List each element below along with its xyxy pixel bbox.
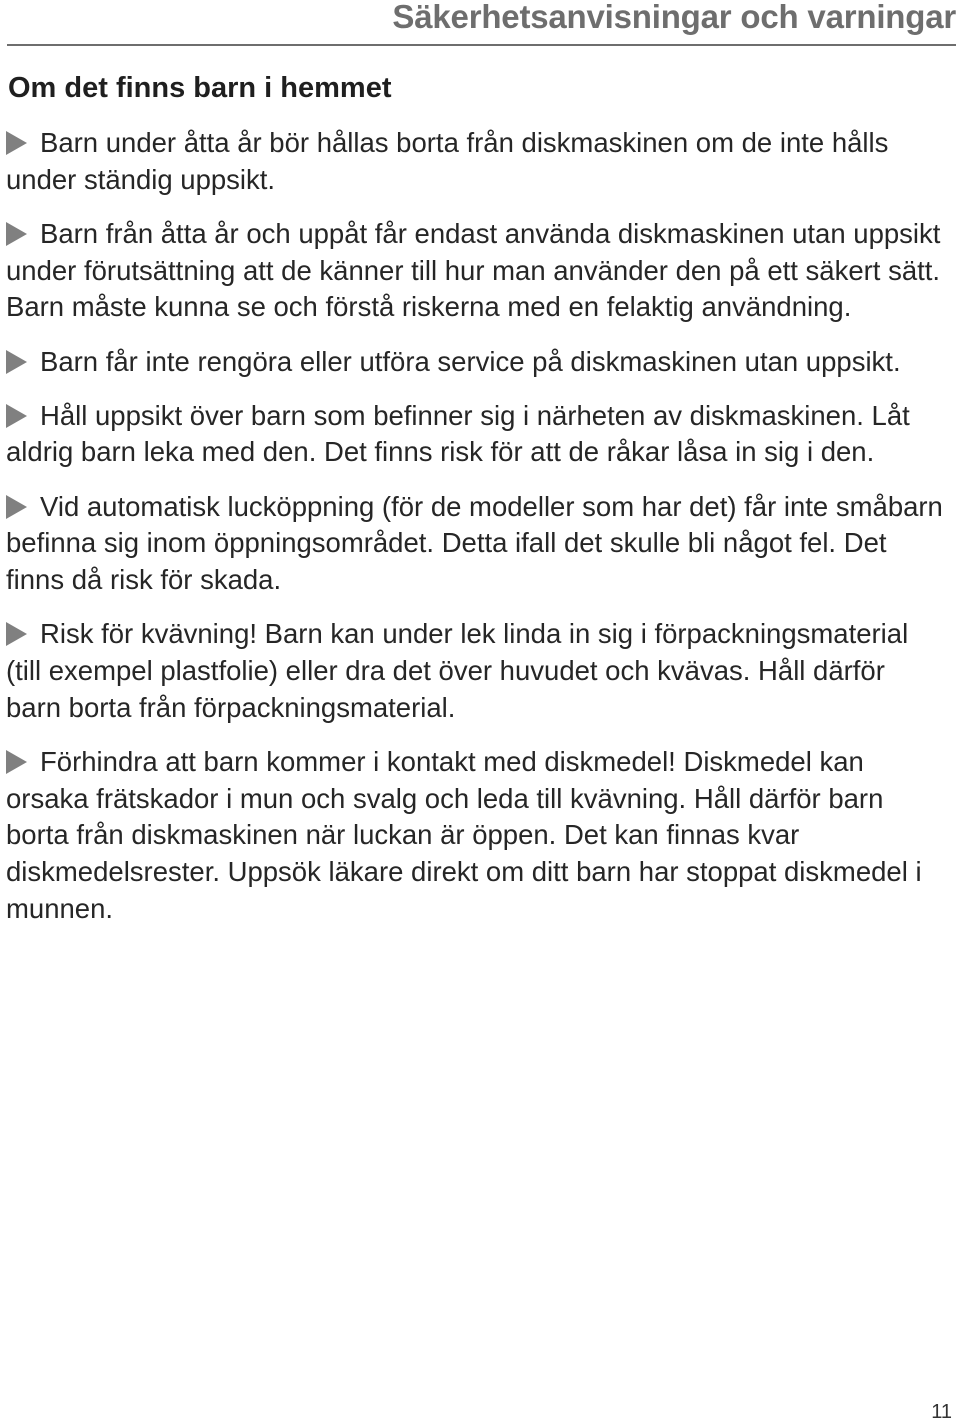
triangle-right-icon: [6, 404, 27, 428]
bullet-text: Barn från åtta år och uppåt får endast använda diskmaskinen utan uppsikt under förutsättning att de känner till hur man använder den på ett säkert sätt. Barn måste kunna se och förstå riskerna med en felaktig användning.: [6, 217, 941, 323]
bullet-item: [6, 398, 946, 471]
header-divider: [7, 44, 956, 46]
safety-bullet-list: [6, 125, 946, 945]
bullet-item: [6, 489, 946, 599]
bullet-item: [6, 344, 946, 381]
triangle-right-icon: [6, 622, 27, 646]
triangle-right-icon: [6, 131, 27, 155]
bullet-text: Håll uppsikt över barn som befinner sig i närheten av diskmaskinen. Låt aldrig barn leka med den. Det finns risk för att de råkar låsa in sig i den.: [6, 399, 910, 468]
page-header-title: Säkerhetsanvisningar och varningar: [392, 0, 956, 35]
bullet-text: Risk för kvävning! Barn kan under lek linda in sig i förpackningsmaterial (till exempel plastfolie) eller dra det över huvudet och kvävas. Håll därför barn borta från förpackningsmaterial.: [6, 618, 909, 723]
triangle-right-icon: [6, 750, 27, 774]
bullet-item: [6, 125, 946, 198]
bullet-text: Barn under åtta år bör hållas borta från diskmaskinen om de inte hålls under ständig uppsikt.: [6, 127, 889, 195]
bullet-item: [6, 616, 946, 726]
page-number: 11: [931, 1401, 952, 1423]
triangle-right-icon: [6, 222, 27, 246]
bullet-item: [6, 216, 946, 326]
section-heading: Om det finns barn i hemmet: [8, 72, 392, 104]
bullet-text: Förhindra att barn kommer i kontakt med diskmedel! Diskmedel kan orsaka frätskador i mun och svalg och leda till kvävning. Håll därför barn borta från diskmaskinen när luckan är öppen. Det kan finnas kvar diskmedelsrester. Uppsök läkare direkt om ditt barn har stoppat diskmedel i munnen.: [6, 745, 922, 924]
triangle-right-icon: [6, 495, 27, 519]
bullet-text: Barn får inte rengöra eller utföra service på diskmaskinen utan uppsikt.: [40, 345, 901, 377]
triangle-right-icon: [6, 350, 27, 374]
bullet-item: [6, 744, 946, 928]
bullet-text: Vid automatisk lucköppning (för de modeller som har det) får inte småbarn befinna sig inom öppningsområdet. Detta ifall det skulle bli något fel. Det finns då risk för skada.: [6, 490, 943, 596]
